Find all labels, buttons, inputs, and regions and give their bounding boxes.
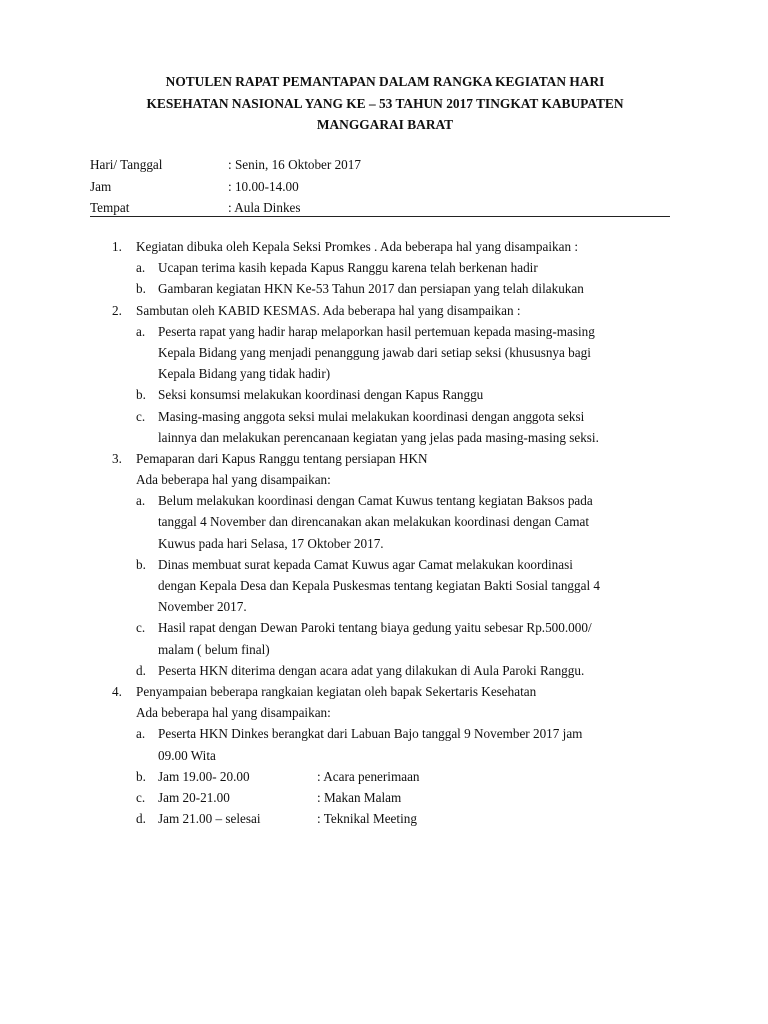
sub-item-detail: : Teknikal Meeting [317,811,417,827]
meta-value: : Aula Dinkes [228,200,301,215]
sub-item-letter: d. [136,662,146,678]
item-intro: Ada beberapa hal yang disampaikan: [136,705,331,721]
item-number: 4. [112,683,122,699]
item-number: 3. [112,450,122,466]
agenda-item [0,300,768,321]
title-line: MANGGARAI BARAT [316,117,454,132]
sub-item-detail: : Makan Malam [317,789,402,805]
sub-item [0,384,768,405]
sub-item-continuation [0,639,768,660]
sub-item [0,617,768,638]
meta-row-date [90,154,670,176]
sub-item-letter: c. [136,408,146,424]
sub-item [0,406,768,427]
sub-item-letter: a. [136,726,146,742]
item-number: 1. [112,239,122,254]
sub-item-detail: : Acara penerimaan [317,768,420,784]
document-title [90,71,680,136]
title-line: NOTULEN RAPAT PEMANTAPAN DALAM RANGKA KEGIATAN HARI [165,74,605,89]
sub-item [0,723,768,744]
sub-item-text: malam ( belum final) [158,641,270,657]
sub-item-continuation [0,427,768,448]
sub-item-letter: d. [136,811,146,827]
meta-value: : 10.00-14.00 [228,178,299,194]
sub-item-letter: c. [136,789,146,805]
meta-label: Hari/ Tanggal [90,157,163,172]
sub-item-continuation [0,342,768,363]
sub-item [0,766,768,787]
sub-item-continuation [0,575,768,596]
sub-item-letter: b. [136,768,146,784]
sub-item-text: Hasil rapat dengan Dewan Paroki tentang biaya gedung yaitu sebesar Rp.500.000/ [158,620,592,636]
agenda-item [0,236,768,257]
sub-item-letter: b. [136,556,146,572]
item-intro: Ada beberapa hal yang disampaikan: [136,472,331,488]
sub-item-text: Masing-masing anggota seksi mulai melakukan koordinasi dengan anggota seksi [158,408,585,424]
sub-item-text: Dinas membuat surat kepada Camat Kuwus agar Camat melakukan koordinasi [158,556,573,572]
sub-item [0,490,768,511]
meta-value: : Senin, 16 Oktober 2017 [228,157,361,172]
sub-item-text: dengan Kepala Desa dan Kepala Puskesmas tentang kegiatan Bakti Sosial tanggal 4 [158,578,601,593]
sub-item [0,808,768,829]
sub-item [0,278,768,299]
item-text: Kegiatan dibuka oleh Kepala Seksi Promkes . Ada beberapa hal yang disampaikan : [136,239,579,254]
agenda-item [0,681,768,702]
sub-item-text: November 2017. [158,599,247,615]
sub-item-continuation [0,363,768,384]
sub-item-text: Peserta rapat yang hadir harap melaporkan hasil pertemuan kepada masing-masing [158,323,595,339]
sub-item-letter: b. [136,281,146,297]
sub-item [0,660,768,681]
sub-item-text: Jam 21.00 – selesai [158,811,261,827]
sub-item-text: Belum melakukan koordinasi dengan Camat Kuwus tentang kegiatan Baksos pada [158,493,593,509]
sub-item-letter: a. [136,323,146,339]
sub-item-text: tanggal 4 November dan direncanakan akan melakukan koordinasi dengan Camat [158,514,590,530]
sub-item-letter: a. [136,260,146,276]
sub-item-letter: b. [136,387,146,403]
sub-item-continuation [0,533,768,554]
sub-item [0,257,768,278]
title-line: KESEHATAN NASIONAL YANG KE – 53 TAHUN 2017 TINGKAT KABUPATEN [146,95,624,111]
sub-item-text: Jam 19.00- 20.00 [158,768,250,784]
sub-item-letter: c. [136,620,146,636]
sub-item-text: Peserta HKN diterima dengan acara adat yang dilakukan di Aula Paroki Ranggu. [158,662,585,678]
sub-item-continuation [0,596,768,617]
item-text: Pemaparan dari Kapus Ranggu tentang persiapan HKN [136,450,428,466]
sub-item-text: Kepala Bidang yang tidak hadir) [158,366,331,382]
sub-item-text: Seksi konsumsi melakukan koordinasi dengan Kapus Ranggu [158,387,484,403]
sub-item-continuation [0,511,768,532]
sub-item-text: Jam 20-21.00 [158,789,230,805]
item-intro-line [0,702,768,723]
sub-item-text: lainnya dan melakukan perencanaan kegiatan yang jelas pada masing-masing seksi. [158,429,599,445]
meta-row-time [90,176,670,198]
sub-item-letter: a. [136,493,146,509]
agenda-item [0,448,768,469]
sub-item-text: Ucapan terima kasih kepada Kapus Ranggu karena telah berkenan hadir [158,260,538,276]
sub-item-text: Kuwus pada hari Selasa, 17 Oktober 2017. [158,535,384,551]
item-text: Penyampaian beberapa rangkaian kegiatan oleh bapak Sekertaris Kesehatan [136,683,537,699]
item-number: 2. [112,302,122,318]
item-intro-line [0,469,768,490]
divider [90,216,670,217]
meta-label: Tempat [90,200,130,215]
sub-item-text: Gambaran kegiatan HKN Ke-53 Tahun 2017 dan persiapan yang telah dilakukan [158,281,584,297]
sub-item [0,787,768,808]
sub-item-text: Peserta HKN Dinkes berangkat dari Labuan Bajo tanggal 9 November 2017 jam [158,726,583,742]
sub-item [0,321,768,342]
agenda-list [0,236,768,829]
sub-item [0,554,768,575]
meeting-info [90,154,670,219]
item-text: Sambutan oleh KABID KESMAS. Ada beberapa hal yang disampaikan : [136,302,521,318]
sub-item-text: Kepala Bidang yang menjadi penanggung jawab dari setiap seksi (khususnya bagi [158,344,591,360]
sub-item-continuation [0,745,768,766]
sub-item-text: 09.00 Wita [158,747,216,763]
meta-label: Jam [90,178,112,194]
